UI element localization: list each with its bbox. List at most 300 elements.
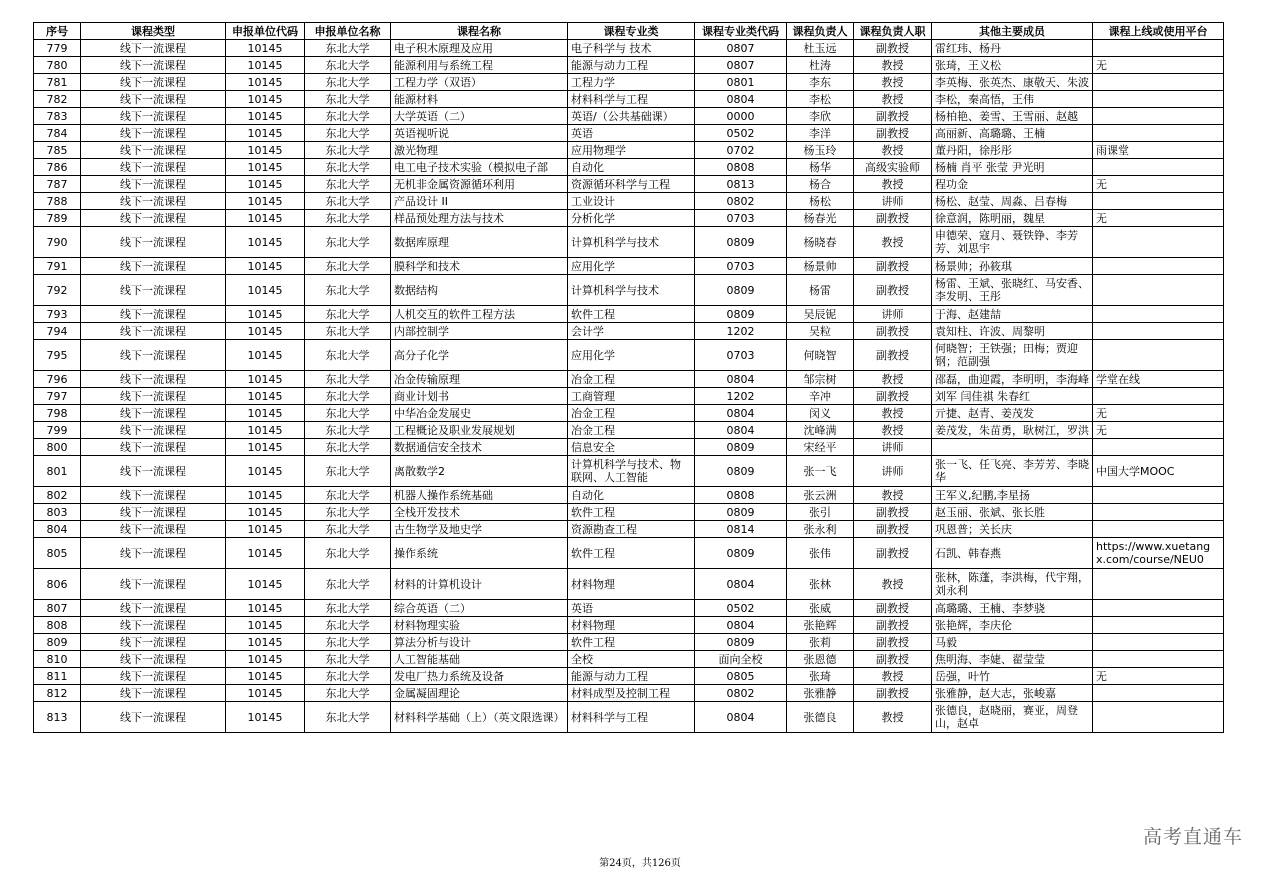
cell-members: 巩恩普；关长庆	[932, 521, 1093, 538]
cell-major-class: 软件工程	[568, 306, 695, 323]
cell-unit-code: 10145	[226, 600, 305, 617]
cell-lead-title: 副教授	[854, 538, 932, 569]
cell-major-code: 0807	[695, 57, 787, 74]
cell-major-code: 0814	[695, 521, 787, 538]
cell-unit-name: 东北大学	[305, 504, 391, 521]
cell-course-name: 英语视听说	[391, 125, 568, 142]
cell-platform	[1093, 702, 1224, 733]
cell-course-name: 人机交互的软件工程方法	[391, 306, 568, 323]
table-row	[34, 40, 1224, 57]
cell-unit-name: 东北大学	[305, 538, 391, 569]
cell-lead: 张琦	[787, 668, 854, 685]
cell-unit-name: 东北大学	[305, 405, 391, 422]
cell-members: 程功金	[932, 176, 1093, 193]
table-row	[34, 210, 1224, 227]
cell-lead-title: 讲师	[854, 439, 932, 456]
cell-course-name: 膜科学和技术	[391, 258, 568, 275]
table-row	[34, 91, 1224, 108]
cell-unit-code: 10145	[226, 651, 305, 668]
cell-lead: 张林	[787, 569, 854, 600]
cell-platform	[1093, 685, 1224, 702]
cell-course-type: 线下一流课程	[81, 702, 226, 733]
cell-unit-code: 10145	[226, 685, 305, 702]
cell-major-class: 材料科学与工程	[568, 91, 695, 108]
table-row	[34, 74, 1224, 91]
cell-platform	[1093, 617, 1224, 634]
header-col-lead-title: 课程负责人职	[854, 23, 932, 40]
cell-members: 申德荣、寇月、聂铁铮、李芳芳、刘思宇	[932, 227, 1093, 258]
cell-seq: 780	[34, 57, 81, 74]
cell-major-class: 应用化学	[568, 258, 695, 275]
cell-unit-name: 东北大学	[305, 275, 391, 306]
cell-unit-code: 10145	[226, 702, 305, 733]
cell-course-type: 线下一流课程	[81, 569, 226, 600]
cell-seq: 782	[34, 91, 81, 108]
cell-lead-title: 副教授	[854, 504, 932, 521]
cell-seq: 802	[34, 487, 81, 504]
cell-platform	[1093, 439, 1224, 456]
cell-platform	[1093, 125, 1224, 142]
table-row	[34, 57, 1224, 74]
cell-major-code: 0809	[695, 504, 787, 521]
cell-members: 石凯、韩春燕	[932, 538, 1093, 569]
cell-course-name: 操作系统	[391, 538, 568, 569]
cell-unit-code: 10145	[226, 258, 305, 275]
table-row	[34, 108, 1224, 125]
cell-course-name: 材料物理实验	[391, 617, 568, 634]
cell-major-code: 0805	[695, 668, 787, 685]
cell-major-class: 工程力学	[568, 74, 695, 91]
cell-platform	[1093, 521, 1224, 538]
cell-course-type: 线下一流课程	[81, 617, 226, 634]
cell-unit-name: 东北大学	[305, 651, 391, 668]
cell-unit-code: 10145	[226, 40, 305, 57]
cell-unit-code: 10145	[226, 108, 305, 125]
cell-lead: 李松	[787, 91, 854, 108]
cell-members: 高丽新、高璐璐、王楠	[932, 125, 1093, 142]
cell-course-type: 线下一流课程	[81, 91, 226, 108]
cell-platform: 无	[1093, 422, 1224, 439]
table-row	[34, 125, 1224, 142]
cell-unit-name: 东北大学	[305, 569, 391, 600]
cell-platform	[1093, 306, 1224, 323]
cell-major-code: 0801	[695, 74, 787, 91]
cell-lead-title: 教授	[854, 74, 932, 91]
cell-major-class: 计算机科学与技术	[568, 227, 695, 258]
cell-unit-code: 10145	[226, 125, 305, 142]
cell-unit-name: 东北大学	[305, 422, 391, 439]
cell-major-class: 会计学	[568, 323, 695, 340]
cell-unit-code: 10145	[226, 405, 305, 422]
cell-seq: 779	[34, 40, 81, 57]
cell-members: 袁知柱、许波、周黎明	[932, 323, 1093, 340]
cell-course-type: 线下一流课程	[81, 74, 226, 91]
table-row	[34, 569, 1224, 600]
cell-course-name: 冶金传输原理	[391, 371, 568, 388]
cell-lead: 张威	[787, 600, 854, 617]
cell-course-name: 古生物学及地史学	[391, 521, 568, 538]
cell-members: 刘军 闫佳祺 朱春红	[932, 388, 1093, 405]
header-col-major-code: 课程专业类代码	[695, 23, 787, 40]
cell-major-class: 英语/（公共基础课）	[568, 108, 695, 125]
cell-lead: 张雅静	[787, 685, 854, 702]
cell-major-code: 0703	[695, 210, 787, 227]
cell-platform	[1093, 569, 1224, 600]
table-row	[34, 405, 1224, 422]
cell-course-type: 线下一流课程	[81, 142, 226, 159]
cell-lead: 杜涛	[787, 57, 854, 74]
cell-seq: 809	[34, 634, 81, 651]
cell-lead-title: 教授	[854, 702, 932, 733]
cell-unit-name: 东北大学	[305, 176, 391, 193]
cell-lead: 张云洲	[787, 487, 854, 504]
cell-course-name: 机器人操作系统基础	[391, 487, 568, 504]
cell-seq: 783	[34, 108, 81, 125]
cell-major-class: 材料物理	[568, 617, 695, 634]
cell-unit-name: 东北大学	[305, 159, 391, 176]
header-col-unit-name: 申报单位名称	[305, 23, 391, 40]
cell-unit-code: 10145	[226, 275, 305, 306]
cell-members: 亓捷、赵青、姜茂发	[932, 405, 1093, 422]
cell-unit-code: 10145	[226, 91, 305, 108]
cell-unit-name: 东北大学	[305, 634, 391, 651]
cell-unit-name: 东北大学	[305, 617, 391, 634]
cell-major-code: 0703	[695, 258, 787, 275]
cell-unit-name: 东北大学	[305, 668, 391, 685]
cell-members: 何晓智；王铁强；田梅；贾迎钢；范副强	[932, 340, 1093, 371]
cell-major-code: 0809	[695, 227, 787, 258]
cell-major-class: 自动化	[568, 487, 695, 504]
cell-seq: 807	[34, 600, 81, 617]
cell-lead: 杨雷	[787, 275, 854, 306]
cell-platform	[1093, 159, 1224, 176]
cell-seq: 813	[34, 702, 81, 733]
cell-unit-name: 东北大学	[305, 521, 391, 538]
cell-lead: 张恩德	[787, 651, 854, 668]
cell-major-code: 0809	[695, 538, 787, 569]
cell-unit-code: 10145	[226, 521, 305, 538]
header-col-major-class: 课程专业类	[568, 23, 695, 40]
table-row	[34, 504, 1224, 521]
cell-members: 焦明海、李婕、翟莹莹	[932, 651, 1093, 668]
cell-lead-title: 副教授	[854, 634, 932, 651]
cell-platform	[1093, 323, 1224, 340]
cell-unit-name: 东北大学	[305, 193, 391, 210]
cell-unit-code: 10145	[226, 439, 305, 456]
cell-major-code: 0702	[695, 142, 787, 159]
cell-lead-title: 副教授	[854, 651, 932, 668]
cell-course-name: 高分子化学	[391, 340, 568, 371]
cell-lead-title: 副教授	[854, 108, 932, 125]
cell-course-name: 综合英语（二）	[391, 600, 568, 617]
cell-members: 于海、赵建喆	[932, 306, 1093, 323]
cell-major-code: 0804	[695, 371, 787, 388]
cell-lead: 宋经平	[787, 439, 854, 456]
cell-lead: 杨春光	[787, 210, 854, 227]
cell-lead-title: 副教授	[854, 125, 932, 142]
cell-platform	[1093, 74, 1224, 91]
table-row	[34, 685, 1224, 702]
cell-lead-title: 教授	[854, 405, 932, 422]
header-row	[34, 23, 1224, 40]
cell-unit-code: 10145	[226, 159, 305, 176]
cell-course-type: 线下一流课程	[81, 210, 226, 227]
cell-unit-code: 10145	[226, 142, 305, 159]
cell-members: 张德良，赵晓丽，赛亚，周登山，赵卓	[932, 702, 1093, 733]
cell-unit-name: 东北大学	[305, 371, 391, 388]
cell-unit-name: 东北大学	[305, 685, 391, 702]
cell-lead-title: 教授	[854, 371, 932, 388]
cell-unit-code: 10145	[226, 668, 305, 685]
cell-course-type: 线下一流课程	[81, 306, 226, 323]
cell-seq: 798	[34, 405, 81, 422]
cell-platform: 学堂在线	[1093, 371, 1224, 388]
cell-platform	[1093, 487, 1224, 504]
cell-unit-name: 东北大学	[305, 108, 391, 125]
table-row	[34, 371, 1224, 388]
cell-platform: 雨课堂	[1093, 142, 1224, 159]
cell-course-name: 工程力学（双语）	[391, 74, 568, 91]
cell-major-class: 应用化学	[568, 340, 695, 371]
cell-major-class: 能源与动力工程	[568, 57, 695, 74]
cell-course-type: 线下一流课程	[81, 685, 226, 702]
cell-major-code: 0804	[695, 91, 787, 108]
cell-unit-code: 10145	[226, 176, 305, 193]
cell-members: 姜茂发，朱苗勇，耿树江，罗洪	[932, 422, 1093, 439]
cell-lead: 张艳辉	[787, 617, 854, 634]
cell-seq: 797	[34, 388, 81, 405]
cell-unit-name: 东北大学	[305, 456, 391, 487]
cell-major-class: 资源勘查工程	[568, 521, 695, 538]
table-row	[34, 142, 1224, 159]
cell-unit-code: 10145	[226, 323, 305, 340]
cell-platform	[1093, 504, 1224, 521]
cell-course-name: 电工电子技术实验（模拟电子部	[391, 159, 568, 176]
cell-major-code: 0809	[695, 306, 787, 323]
cell-seq: 787	[34, 176, 81, 193]
table-row	[34, 487, 1224, 504]
cell-major-class: 材料物理	[568, 569, 695, 600]
cell-course-type: 线下一流课程	[81, 371, 226, 388]
cell-lead: 杨华	[787, 159, 854, 176]
cell-unit-name: 东北大学	[305, 74, 391, 91]
cell-major-class: 工商管理	[568, 388, 695, 405]
cell-platform: 无	[1093, 176, 1224, 193]
cell-course-name: 人工智能基础	[391, 651, 568, 668]
cell-members: 杨松、赵莹、周淼、吕春梅	[932, 193, 1093, 210]
cell-course-name: 材料科学基础（上）（英文限选课）	[391, 702, 568, 733]
cell-course-type: 线下一流课程	[81, 193, 226, 210]
cell-major-class: 自动化	[568, 159, 695, 176]
table-row	[34, 702, 1224, 733]
cell-platform	[1093, 340, 1224, 371]
table-row	[34, 258, 1224, 275]
cell-platform	[1093, 227, 1224, 258]
cell-course-type: 线下一流课程	[81, 176, 226, 193]
cell-course-type: 线下一流课程	[81, 125, 226, 142]
watermark-text: 高考直通车	[1143, 826, 1244, 848]
cell-members: 李松，秦高悟，王伟	[932, 91, 1093, 108]
cell-course-name: 激光物理	[391, 142, 568, 159]
cell-course-name: 发电厂热力系统及设备	[391, 668, 568, 685]
cell-major-code: 1202	[695, 323, 787, 340]
cell-major-class: 冶金工程	[568, 371, 695, 388]
cell-major-code: 0807	[695, 40, 787, 57]
table-row	[34, 456, 1224, 487]
cell-course-type: 线下一流课程	[81, 504, 226, 521]
cell-course-name: 离散数学2	[391, 456, 568, 487]
cell-major-code: 0804	[695, 422, 787, 439]
cell-unit-code: 10145	[226, 388, 305, 405]
cell-platform	[1093, 634, 1224, 651]
cell-platform: 无	[1093, 668, 1224, 685]
cell-major-code: 0804	[695, 617, 787, 634]
cell-seq: 805	[34, 538, 81, 569]
cell-major-code: 0804	[695, 702, 787, 733]
table-row	[34, 323, 1224, 340]
cell-major-code: 0809	[695, 275, 787, 306]
cell-lead: 张引	[787, 504, 854, 521]
cell-unit-name: 东北大学	[305, 487, 391, 504]
cell-seq: 812	[34, 685, 81, 702]
table-row	[34, 439, 1224, 456]
cell-seq: 784	[34, 125, 81, 142]
cell-seq: 788	[34, 193, 81, 210]
cell-unit-code: 10145	[226, 617, 305, 634]
cell-major-class: 分析化学	[568, 210, 695, 227]
cell-lead-title: 教授	[854, 569, 932, 600]
cell-lead-title: 讲师	[854, 456, 932, 487]
cell-unit-code: 10145	[226, 57, 305, 74]
cell-unit-code: 10145	[226, 487, 305, 504]
cell-lead-title: 教授	[854, 227, 932, 258]
cell-members: 杨雷、王斌、张晓红、马安香、李发明、王彤	[932, 275, 1093, 306]
header-col-course-name: 课程名称	[391, 23, 568, 40]
cell-members: 雷红玮、杨丹	[932, 40, 1093, 57]
cell-seq: 811	[34, 668, 81, 685]
cell-major-code: 0809	[695, 456, 787, 487]
cell-members: 王军义,纪鹏,李星扬	[932, 487, 1093, 504]
cell-lead-title: 副教授	[854, 617, 932, 634]
header-col-course-type: 课程类型	[81, 23, 226, 40]
cell-major-class: 计算机科学与技术、物联网、人工智能	[568, 456, 695, 487]
cell-lead: 张永利	[787, 521, 854, 538]
cell-lead-title: 讲师	[854, 193, 932, 210]
cell-lead: 杜玉远	[787, 40, 854, 57]
cell-members: 徐意润，陈明丽，魏星	[932, 210, 1093, 227]
cell-lead: 吴辰铌	[787, 306, 854, 323]
cell-major-class: 资源循环科学与工程	[568, 176, 695, 193]
cell-seq: 793	[34, 306, 81, 323]
cell-unit-code: 10145	[226, 634, 305, 651]
cell-unit-code: 10145	[226, 227, 305, 258]
cell-lead: 杨景帅	[787, 258, 854, 275]
cell-unit-code: 10145	[226, 340, 305, 371]
table-row	[34, 340, 1224, 371]
cell-seq: 804	[34, 521, 81, 538]
cell-platform	[1093, 91, 1224, 108]
cell-major-class: 冶金工程	[568, 422, 695, 439]
header-col-members: 其他主要成员	[932, 23, 1093, 40]
cell-platform: 中国大学MOOC	[1093, 456, 1224, 487]
cell-lead: 吴粒	[787, 323, 854, 340]
cell-major-class: 软件工程	[568, 538, 695, 569]
cell-members: 邵磊，曲迎霞，李明明，李海峰	[932, 371, 1093, 388]
table-row	[34, 306, 1224, 323]
cell-major-class: 材料科学与工程	[568, 702, 695, 733]
cell-major-class: 材料成型及控制工程	[568, 685, 695, 702]
cell-major-code: 0502	[695, 125, 787, 142]
cell-unit-name: 东北大学	[305, 258, 391, 275]
cell-lead: 张一飞	[787, 456, 854, 487]
cell-course-name: 能源材料	[391, 91, 568, 108]
cell-platform: 无	[1093, 57, 1224, 74]
table-row	[34, 617, 1224, 634]
cell-seq: 794	[34, 323, 81, 340]
cell-lead-title: 教授	[854, 668, 932, 685]
page-footer: 第24页，共126页	[599, 858, 681, 869]
cell-course-name: 金属凝固理论	[391, 685, 568, 702]
cell-major-code: 0802	[695, 685, 787, 702]
table-row	[34, 388, 1224, 405]
cell-unit-code: 10145	[226, 569, 305, 600]
cell-course-name: 数据结构	[391, 275, 568, 306]
cell-seq: 789	[34, 210, 81, 227]
cell-unit-name: 东北大学	[305, 600, 391, 617]
cell-course-name: 中华冶金发展史	[391, 405, 568, 422]
cell-lead-title: 教授	[854, 176, 932, 193]
cell-course-type: 线下一流课程	[81, 159, 226, 176]
cell-course-type: 线下一流课程	[81, 227, 226, 258]
cell-platform	[1093, 275, 1224, 306]
cell-major-class: 信息安全	[568, 439, 695, 456]
cell-major-code: 面向全校	[695, 651, 787, 668]
cell-major-class: 全校	[568, 651, 695, 668]
cell-major-code: 0809	[695, 634, 787, 651]
table-row	[34, 668, 1224, 685]
cell-major-class: 软件工程	[568, 504, 695, 521]
cell-course-type: 线下一流课程	[81, 521, 226, 538]
cell-lead-title: 教授	[854, 91, 932, 108]
cell-unit-name: 东北大学	[305, 439, 391, 456]
cell-platform	[1093, 651, 1224, 668]
table-row	[34, 521, 1224, 538]
cell-members: 杨楠 肖平 张莹 尹光明	[932, 159, 1093, 176]
cell-major-code: 0804	[695, 569, 787, 600]
table-row	[34, 538, 1224, 569]
cell-members: 杨景帅；孙筱琪	[932, 258, 1093, 275]
table-row	[34, 422, 1224, 439]
cell-lead: 杨合	[787, 176, 854, 193]
cell-major-code: 0000	[695, 108, 787, 125]
cell-members: 杨柏艳、姜雪、王雪丽、赵越	[932, 108, 1093, 125]
table-header	[34, 23, 1224, 40]
cell-seq: 808	[34, 617, 81, 634]
table-row	[34, 176, 1224, 193]
cell-unit-name: 东北大学	[305, 57, 391, 74]
cell-members: 董丹阳，徐彤彤	[932, 142, 1093, 159]
cell-platform	[1093, 600, 1224, 617]
cell-seq: 795	[34, 340, 81, 371]
cell-members: 张林，陈蓬，李洪梅，代宇翔，刘永利	[932, 569, 1093, 600]
cell-unit-name: 东北大学	[305, 91, 391, 108]
cell-seq: 801	[34, 456, 81, 487]
cell-unit-name: 东北大学	[305, 125, 391, 142]
cell-course-type: 线下一流课程	[81, 258, 226, 275]
cell-major-code: 1202	[695, 388, 787, 405]
table-row	[34, 634, 1224, 651]
cell-platform	[1093, 388, 1224, 405]
